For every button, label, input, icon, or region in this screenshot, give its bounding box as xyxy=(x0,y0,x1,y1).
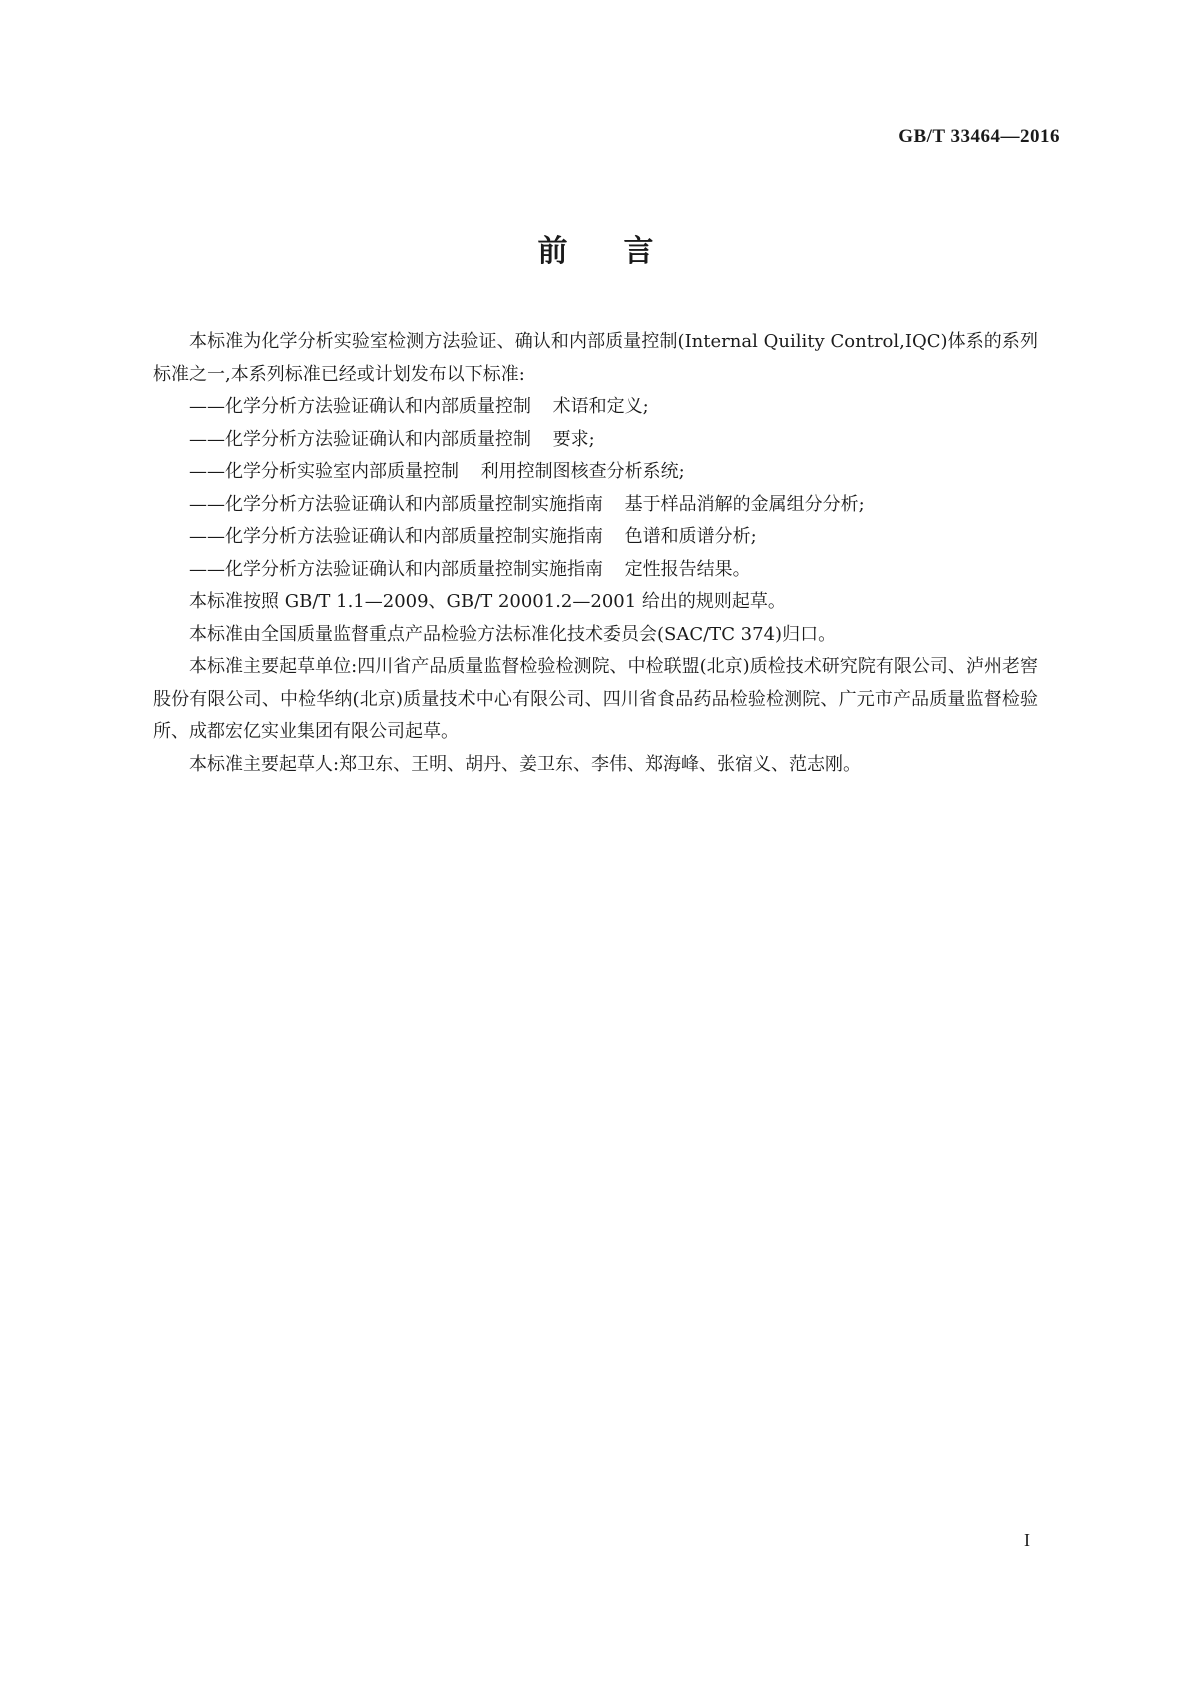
foreword-content xyxy=(153,326,1038,781)
list-item-main: 化学分析方法验证确认和内部质量控制实施指南 xyxy=(225,526,603,547)
list-item xyxy=(153,424,1038,457)
list-item-sub: 定性报告结果。 xyxy=(624,558,751,580)
drafting-units-paragraph: 本标准主要起草单位:四川省产品质量监督检验检测院、中检联盟(北京)质检技术研究院有限公司、泸州老窖股份有限公司、中检华纳(北京)质量技术中心有限公司、四川省食品药品检验检测院、广元市产品质量监督检验所、成都宏亿实业集团有限公司起草。 xyxy=(153,656,1038,742)
list-item-sub: 基于样品消解的金属组分分析; xyxy=(624,493,865,515)
list-item-sub: 色谱和质谱分析; xyxy=(624,526,757,547)
list-item-main: 化学分析方法验证确认和内部质量控制实施指南 xyxy=(225,558,603,580)
dash-mark: —— xyxy=(189,526,225,547)
dash-mark: —— xyxy=(189,558,225,580)
list-item xyxy=(153,489,1038,522)
list-item-sub: 术语和定义; xyxy=(552,396,649,417)
intro-paragraph: 本标准为化学分析实验室检测方法验证、确认和内部质量控制(Internal Quility Control,IQC)体系的系列标准之一,本系列标准已经或计划发布以下标准: xyxy=(153,331,1038,385)
list-item xyxy=(153,554,1038,587)
page-title: 前言 xyxy=(537,234,710,269)
dash-mark: —— xyxy=(189,396,225,417)
list-item-sub: 要求; xyxy=(552,428,595,450)
list-item xyxy=(153,456,1038,489)
dash-mark: —— xyxy=(189,493,225,515)
list-item xyxy=(153,521,1038,554)
page-number: I xyxy=(1024,1530,1030,1550)
list-item-sub: 利用控制图核查分析系统; xyxy=(480,461,685,482)
standard-code: GB/T 33464—2016 xyxy=(898,126,1060,147)
dash-mark: —— xyxy=(189,461,225,482)
drafting-rules-paragraph: 本标准按照 GB/T 1.1—2009、GB/T 20001.2—2001 给出的规则起草。 xyxy=(189,591,786,612)
dash-mark: —— xyxy=(189,428,225,450)
drafters-paragraph: 本标准主要起草人:郑卫东、王明、胡丹、姜卫东、李伟、郑海峰、张宿义、范志刚。 xyxy=(189,753,862,775)
list-item-main: 化学分析方法验证确认和内部质量控制 xyxy=(225,396,531,417)
list-item xyxy=(153,391,1038,424)
list-item-main: 化学分析实验室内部质量控制 xyxy=(225,461,459,482)
list-item-main: 化学分析方法验证确认和内部质量控制 xyxy=(225,428,531,450)
list-item-main: 化学分析方法验证确认和内部质量控制实施指南 xyxy=(225,493,603,515)
committee-paragraph: 本标准由全国质量监督重点产品检验方法标准化技术委员会(SAC/TC 374)归口。 xyxy=(189,623,837,645)
